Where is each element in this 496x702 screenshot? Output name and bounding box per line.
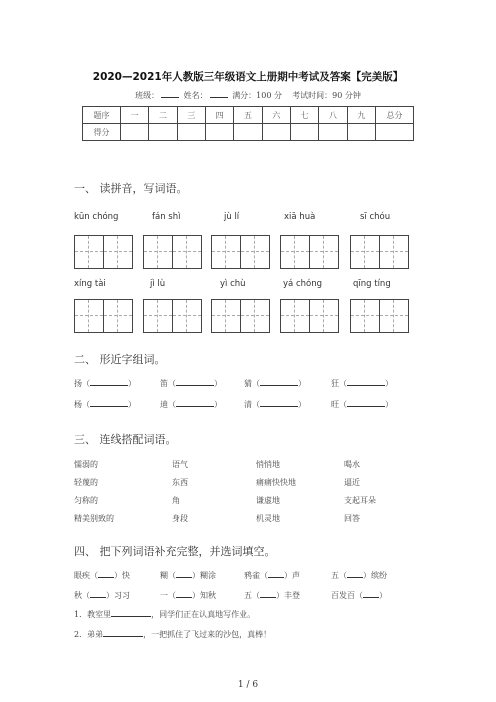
sentence-1 — [74, 608, 255, 620]
pinyin-label: fán shì — [152, 212, 181, 222]
idiom-part: 鸦雀（ — [244, 571, 268, 580]
match-word[interactable]: 轻蔑的 — [74, 478, 98, 487]
match-word[interactable]: 角 — [172, 496, 180, 505]
s2-blank[interactable] — [260, 398, 298, 407]
idiom-part: 百发百（ — [331, 591, 363, 600]
page-number: 1 / 6 — [237, 680, 259, 690]
idiom-part: 眼疾（ — [74, 571, 98, 580]
s2-paren: ） — [298, 379, 306, 388]
idiom-blank[interactable] — [176, 589, 192, 598]
score-cell: 一 — [121, 107, 149, 124]
s2-paren: ） — [385, 379, 393, 388]
section-4-heading: 四、 把下列词语补充完整，并选词填空。 — [74, 545, 276, 558]
s2-paren: ） — [385, 400, 393, 409]
s2-char: 猜（ — [244, 379, 260, 388]
section-3-heading: 三、 连线搭配词语。 — [74, 433, 177, 446]
idiom-item — [331, 589, 387, 601]
s2-char: 笛（ — [160, 379, 176, 388]
write-box[interactable] — [211, 235, 270, 269]
idiom-item — [160, 589, 216, 601]
name-blank[interactable] — [210, 89, 228, 98]
score-input-cell[interactable] — [376, 124, 414, 141]
idiom-part: 糊（ — [160, 571, 176, 580]
idiom-part: 五（ — [244, 591, 260, 600]
full-score: 满分：100 分 — [232, 91, 282, 100]
match-word[interactable]: 支起耳朵 — [344, 496, 376, 505]
score-input-cell[interactable] — [234, 124, 262, 141]
write-box[interactable] — [143, 299, 202, 333]
idiom-blank[interactable] — [268, 569, 284, 578]
idiom-part: ）知秋 — [192, 591, 216, 600]
idiom-part: ） — [379, 591, 387, 600]
score-value-row — [83, 124, 414, 141]
section-2-heading: 二、 形近字组词。 — [74, 353, 166, 366]
sentence-2 — [74, 628, 271, 640]
s2-paren: ） — [214, 379, 222, 388]
s2-char: 扬（ — [74, 379, 90, 388]
score-input-cell[interactable] — [149, 124, 177, 141]
match-word[interactable]: 机灵地 — [256, 514, 280, 523]
match-word[interactable]: 语气 — [172, 460, 188, 469]
write-box[interactable] — [350, 235, 409, 269]
score-cell: 四 — [205, 107, 233, 124]
s2-char: 旺（ — [331, 400, 347, 409]
class-label: 班级： — [135, 91, 160, 100]
s2-item — [160, 377, 222, 389]
match-word[interactable]: 喝水 — [344, 460, 360, 469]
write-box[interactable] — [143, 235, 202, 269]
sentence-text: 2．弟弟 — [74, 630, 104, 639]
pinyin-label: yá chóng — [283, 279, 322, 289]
write-box[interactable] — [74, 235, 133, 269]
idiom-part: ）丰登 — [276, 591, 300, 600]
pinyin-label: jì lù — [150, 279, 166, 289]
score-input-cell[interactable] — [290, 124, 318, 141]
section-1-heading: 一、 读拼音，写词语。 — [74, 182, 188, 195]
pinyin-label: yì chù — [220, 279, 246, 289]
score-input-cell[interactable] — [319, 124, 347, 141]
s2-blank[interactable] — [347, 377, 385, 386]
match-word[interactable]: 身段 — [172, 514, 188, 523]
s2-char: 狂（ — [331, 379, 347, 388]
score-input-cell[interactable] — [262, 124, 290, 141]
s2-blank[interactable] — [176, 398, 214, 407]
idiom-item — [160, 569, 216, 581]
score-cell: 三 — [177, 107, 205, 124]
idiom-blank[interactable] — [98, 569, 114, 578]
score-cell: 二 — [149, 107, 177, 124]
s2-item — [244, 377, 306, 389]
idiom-blank[interactable] — [363, 589, 379, 598]
s2-item — [331, 398, 393, 410]
match-word[interactable]: 谦虚地 — [256, 496, 280, 505]
s2-blank[interactable] — [90, 377, 128, 386]
name-label: 姓名： — [183, 91, 208, 100]
pinyin-label: xiā huà — [284, 212, 316, 222]
score-input-cell[interactable] — [347, 124, 375, 141]
write-box[interactable] — [211, 299, 270, 333]
s2-paren: ） — [128, 379, 136, 388]
idiom-item — [74, 569, 130, 581]
match-word[interactable]: 精美别致的 — [74, 514, 114, 523]
score-cell: 总分 — [376, 107, 414, 124]
idiom-item — [74, 589, 130, 601]
score-input-cell[interactable] — [205, 124, 233, 141]
score-cell: 七 — [290, 107, 318, 124]
match-word[interactable]: 回答 — [344, 514, 360, 523]
idiom-part: ）缤纷 — [363, 571, 387, 580]
write-box[interactable] — [280, 299, 339, 333]
match-word[interactable]: 匀称的 — [74, 496, 98, 505]
idiom-item — [244, 569, 300, 581]
s2-blank[interactable] — [176, 377, 214, 386]
s2-blank[interactable] — [347, 398, 385, 407]
score-cell: 九 — [347, 107, 375, 124]
match-word[interactable]: 悄悄地 — [256, 460, 280, 469]
write-box[interactable] — [350, 299, 409, 333]
s2-paren: ） — [298, 400, 306, 409]
pinyin-label: xíng tài — [74, 279, 106, 289]
match-word[interactable]: 逼近 — [344, 478, 360, 487]
idiom-blank[interactable] — [176, 569, 192, 578]
idiom-item — [331, 569, 387, 581]
score-label-cell: 得分 — [83, 124, 121, 141]
match-word[interactable]: 痛痛快快地 — [256, 478, 296, 487]
s2-paren: ） — [128, 400, 136, 409]
write-box[interactable] — [280, 235, 339, 269]
score-input-cell[interactable] — [121, 124, 149, 141]
s2-paren: ） — [214, 400, 222, 409]
score-cell: 八 — [319, 107, 347, 124]
idiom-blank[interactable] — [347, 569, 363, 578]
s2-char: 迪（ — [160, 400, 176, 409]
sentence-text: 1．教室里 — [74, 610, 112, 619]
score-input-cell[interactable] — [177, 124, 205, 141]
s2-char: 杨（ — [74, 400, 90, 409]
match-word[interactable]: 懦弱的 — [74, 460, 98, 469]
idiom-item — [244, 589, 300, 601]
pinyin-label: jù lí — [224, 212, 240, 222]
doc-title: 2020—2021年人教版三年级语文上册期中考试及答案【完美版】 — [92, 71, 404, 83]
idiom-blank[interactable] — [90, 589, 106, 598]
score-cell: 六 — [262, 107, 290, 124]
s2-char: 清（ — [244, 400, 260, 409]
idiom-part: ）快 — [114, 571, 130, 580]
pinyin-label: kūn chóng — [74, 212, 119, 222]
idiom-part: ）糊涂 — [192, 571, 216, 580]
sentence-blank[interactable] — [103, 628, 143, 637]
s2-blank[interactable] — [90, 398, 128, 407]
info-line — [0, 89, 496, 101]
idiom-part: 一（ — [160, 591, 176, 600]
pinyin-label: sī chóu — [360, 212, 391, 222]
pinyin-label: qīng tíng — [353, 279, 391, 289]
write-box[interactable] — [74, 299, 133, 333]
s2-item — [244, 398, 306, 410]
s2-item — [74, 377, 136, 389]
score-header-row — [83, 107, 414, 124]
idiom-part: ）声 — [284, 571, 300, 580]
score-cell: 五 — [234, 107, 262, 124]
score-table — [82, 106, 414, 141]
idiom-part: 五（ — [331, 571, 347, 580]
sentence-text: ，同学们正在认真地写作业。 — [151, 610, 256, 619]
score-cell: 题序 — [83, 107, 121, 124]
match-word[interactable]: 东西 — [172, 478, 188, 487]
sentence-blank[interactable] — [111, 608, 151, 617]
s2-item — [331, 377, 393, 389]
sentence-text: ，一把抓住了飞过来的沙包，真棒！ — [143, 630, 272, 639]
class-blank[interactable] — [161, 89, 179, 98]
exam-time: 考试时间：90 分钟 — [292, 91, 361, 100]
s2-blank[interactable] — [260, 377, 298, 386]
idiom-blank[interactable] — [260, 589, 276, 598]
idiom-part: ）习习 — [106, 591, 130, 600]
s2-item — [74, 398, 136, 410]
idiom-part: 秋（ — [74, 591, 90, 600]
s2-item — [160, 398, 222, 410]
